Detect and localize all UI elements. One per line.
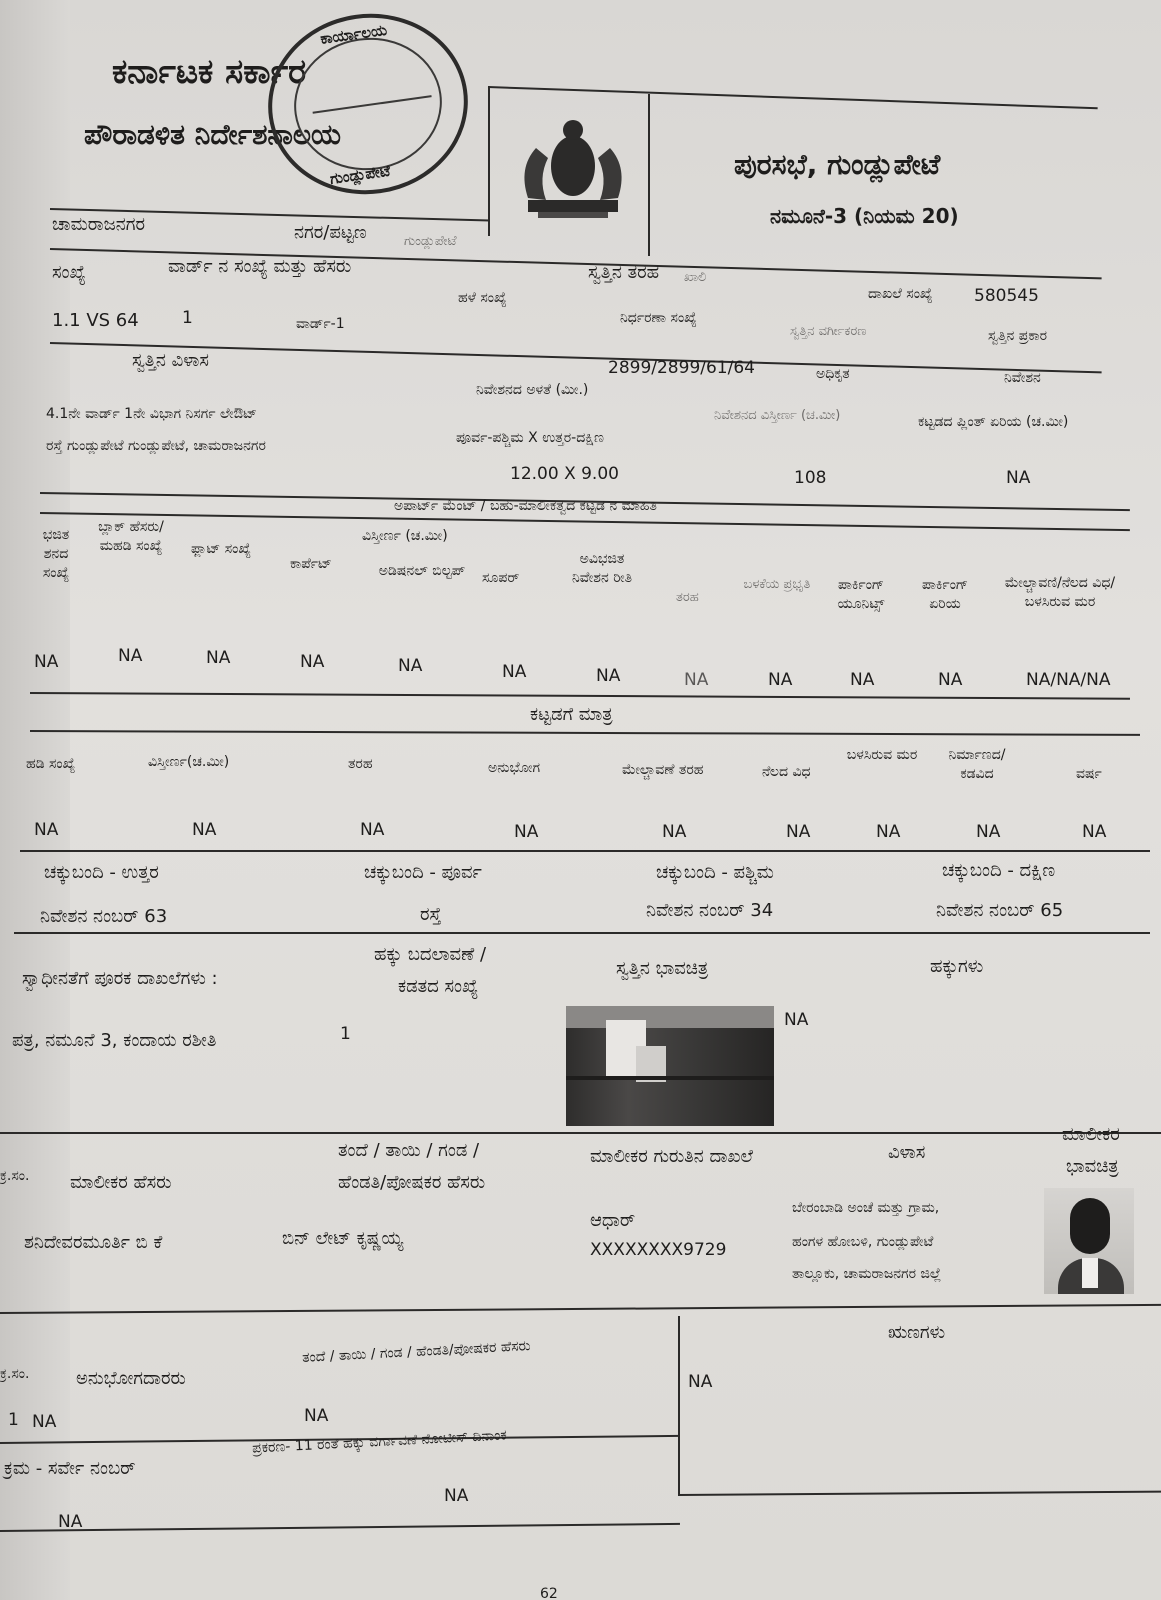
apt-col-4: ಅಡಿಷನಲ್ ಬಿಲ್ಟಪ್ bbox=[378, 563, 466, 579]
rights-change-label-1: ಹಕ್ಕು ಬದಲಾವಣೆ / bbox=[374, 944, 487, 965]
apt-val-3: NA bbox=[300, 652, 325, 672]
bld-col-6: ಬಳಸಿರುವ ಮರ bbox=[846, 747, 918, 763]
apt-val-7: NA bbox=[684, 670, 709, 690]
office-seal bbox=[256, 1, 479, 207]
owner-relation: ಬಿನ್ ಲೇಟ್ ಕೃಷ್ಣಯ್ಯ bbox=[282, 1228, 404, 1249]
occupant-sl: 1 bbox=[8, 1410, 19, 1430]
apt-val-0: NA bbox=[34, 652, 59, 672]
ward-number: 1 bbox=[182, 308, 193, 328]
apt-col-5: ಸೂಪರ್ bbox=[482, 570, 520, 586]
owner-address-label: ವಿಳಾಸ bbox=[888, 1142, 926, 1163]
owner-name: ಶನಿದೇವರಮೂರ್ತಿ ಬಿ ಕೆ bbox=[24, 1232, 163, 1253]
owner-address-line-1: ಬೇರಂಬಾಡಿ ಅಂಚೆ ಮತ್ತು ಗ್ರಾಮ, bbox=[792, 1200, 940, 1216]
bld-col-1: ವಿಸ್ತೀರ್ಣ(ಚ.ಮೀ) bbox=[148, 754, 230, 770]
bld-val-4: NA bbox=[662, 822, 687, 842]
classification-value: ಅಧಿಕೃತ bbox=[816, 366, 850, 382]
page-edge bbox=[0, 0, 70, 1600]
ward-label: ವಾರ್ಡ್ ನ ಸಂಖ್ಯೆ ಮತ್ತು ಹೆಸರು bbox=[168, 256, 352, 277]
survey-no-label: ಕ್ರಮ - ಸರ್ವೇ ನಂಬರ್ bbox=[4, 1458, 136, 1479]
bld-val-1: NA bbox=[192, 820, 217, 840]
apt-val-9: NA bbox=[850, 670, 875, 690]
loans-value: NA bbox=[688, 1372, 713, 1392]
bld-col-4: ಮೇಲ್ಚಾವಣೆ ತರಹ bbox=[622, 762, 704, 778]
assessment-no-label: ನಿರ್ಧರಣಾ ಸಂಖ್ಯೆ bbox=[620, 310, 697, 326]
municipality-title: ಪುರಸಭೆ, ಗುಂಡ್ಲುಪೇಟೆ bbox=[734, 148, 941, 181]
seal-top-text: ಕಾರ್ಯಾಲಯ bbox=[319, 20, 389, 48]
apartment-section-title: ಅಪಾರ್ಟ್ ಮೆಂಟ್ / ಬಹು-ಮಾಲೀಕತ್ವದ ಕಟ್ಟಡ ನ ಮಾಹಿತಿ bbox=[394, 498, 657, 514]
bld-val-2: NA bbox=[360, 820, 385, 840]
apt-val-6: NA bbox=[596, 666, 621, 686]
boundary-west-label: ಚಕ್ಕುಬಂದಿ - ಪಶ್ಚಿಮ bbox=[656, 862, 774, 883]
occupant-label: ಅನುಭೋಗದಾರರು bbox=[76, 1368, 186, 1389]
owner-address-line-2: ಹಂಗಳ ಹೋಬಳಿ, ಗುಂಡ್ಲುಪೇಟೆ bbox=[792, 1234, 934, 1250]
apt-val-1: NA bbox=[118, 646, 143, 666]
bld-val-7: NA bbox=[976, 822, 1001, 842]
assessment-no-value: 2899/2899/61/64 bbox=[608, 358, 755, 378]
old-no-label: ಹಳೆ ಸಂಖ್ಯೆ bbox=[458, 290, 507, 306]
property-kind-value: ನಿವೇಶನ bbox=[1004, 370, 1041, 386]
supporting-docs-value: ಪತ್ರ, ನಮೂನೆ 3, ಕಂದಾಯ ರಶೀತಿ bbox=[12, 1030, 217, 1051]
transfer-notice-value: NA bbox=[444, 1486, 469, 1506]
loans-label: ಋಣಗಳು bbox=[888, 1322, 946, 1343]
apt-val-5: NA bbox=[502, 662, 527, 682]
area-group-label: ವಿಸ್ತೀರ್ಣ (ಚ.ಮೀ) bbox=[362, 528, 448, 544]
owner-photo-label-2: ಭಾವಚಿತ್ರ bbox=[1066, 1156, 1119, 1177]
owner-relation-label-1: ತಂದೆ / ತಾಯಿ / ಗಂಡ / bbox=[338, 1140, 480, 1161]
address-label: ಸ್ವತ್ತಿನ ವಿಳಾಸ bbox=[132, 350, 209, 371]
apt-col-6: ಅವಿಭಜಿತ ನಿವೇಶನ ರೀತಿ bbox=[571, 551, 633, 586]
address-line-1: 4.1ನೇ ವಾರ್ಡ್ 1ನೇ ವಿಭಾಗ ನಿಸರ್ಗ ಲೇಔಟ್ bbox=[46, 406, 257, 422]
bld-val-5: NA bbox=[786, 822, 811, 842]
owner-id-label: ಮಾಲೀಕರ ಗುರುತಿನ ದಾಖಲೆ bbox=[590, 1146, 753, 1167]
plinth-area-value: NA bbox=[1006, 468, 1031, 488]
page-number: 62 bbox=[540, 1586, 558, 1600]
apt-col-3: ಕಾರ್ಪೆಟ್ bbox=[290, 556, 332, 572]
rights-label: ಹಕ್ಕುಗಳು bbox=[930, 956, 984, 977]
property-photo bbox=[566, 1006, 774, 1126]
bld-val-8: NA bbox=[1082, 822, 1107, 842]
dept-title: ಪೌರಾಡಳಿತ ನಿರ್ದೇಶನಾಲಯ bbox=[84, 118, 342, 151]
bld-col-2: ತರಹ bbox=[348, 756, 373, 772]
bld-val-0: NA bbox=[34, 820, 59, 840]
boundary-east: ರಸ್ತೆ bbox=[420, 904, 442, 925]
address-line-2: ರಸ್ತೆ ಗುಂಡ್ಲುಪೇಟೆ ಗುಂಡ್ಲುಪೇಟೆ, ಚಾಮರಾಜನಗರ bbox=[46, 438, 266, 454]
apt-col-0: ಭಜಿತ ಶನದ ಸಂಖ್ಯೆ bbox=[42, 527, 70, 581]
apt-col-9: ಪಾರ್ಕಿಂಗ್ ಯೂನಿಟ್ಸ್ bbox=[837, 577, 885, 612]
boundary-east-label: ಚಕ್ಕುಬಂದಿ - ಪೂರ್ವ bbox=[364, 862, 482, 883]
supporting-docs-label: ಸ್ವಾಧೀನತೆಗೆ ಪೂರಕ ದಾಖಲೆಗಳು : bbox=[22, 968, 218, 989]
property-type-label: ಸ್ವತ್ತಿನ ತರಹ bbox=[588, 262, 660, 283]
bld-col-3: ಅನುಭೋಗ bbox=[488, 760, 541, 776]
boundary-west: ನಿವೇಶನ ನಂಬರ್ 34 bbox=[646, 900, 774, 921]
apt-col-2: ಫ್ಲಾಟ್ ಸಂಖ್ಯೆ bbox=[190, 541, 252, 557]
owner-address-line-3: ತಾಲ್ಲೂಕು, ಚಾಮರಾಜನಗರ ಜಿಲ್ಲೆ bbox=[792, 1266, 942, 1282]
entry-no-label: ದಾಖಲೆ ಸಂಖ್ಯೆ bbox=[868, 286, 933, 302]
ward-name: ವಾರ್ಡ್-1 bbox=[296, 316, 345, 332]
bld-col-7: ನಿರ್ಮಾಣದ/ ಕಡವಿದ bbox=[948, 747, 1006, 782]
direction-label: ಪೂರ್ವ-ಪಶ್ಚಿಮ X ಉತ್ತರ-ದಕ್ಷಿಣ bbox=[456, 430, 604, 446]
bld-col-0: ಹಡಿ ಸಂಖ್ಯೆ bbox=[26, 756, 76, 772]
property-type-value: ಖಾಲಿ bbox=[684, 270, 707, 285]
site-area-value: 108 bbox=[794, 468, 827, 488]
property-id: 1.1 VS 64 bbox=[52, 310, 139, 331]
owner-relation-label-2: ಹೆಂಡತಿ/ಪೋಷಕರ ಹೆಸರು bbox=[338, 1172, 486, 1193]
transfer-notice-label: ಪ್ರಕರಣ- 11 ರಂತೆ ಹಕ್ಕು ವರ್ಗಾವಣೆ ನೋಟೀಸ್ ದಿನಾಂಕ bbox=[251, 1427, 508, 1457]
site-area-label: ನಿವೇಶನದ ವಿಸ್ತೀರ್ಣ (ಚ.ಮೀ) bbox=[714, 408, 841, 423]
bld-col-8: ವರ್ಷ bbox=[1076, 766, 1102, 782]
property-kind-label: ಸ್ವತ್ತಿನ ಪ್ರಕಾರ bbox=[988, 328, 1048, 344]
apt-val-4: NA bbox=[398, 656, 423, 676]
govt-title: ಕರ್ನಾಟಕ ಸರ್ಕಾರ bbox=[112, 52, 307, 92]
district-name: ಚಾಮರಾಜನಗರ bbox=[52, 214, 146, 235]
bld-col-5: ನೆಲದ ವಿಧ bbox=[762, 764, 811, 780]
owner-photo bbox=[1044, 1188, 1134, 1294]
survey-no-value: NA bbox=[58, 1512, 83, 1532]
owner-name-label: ಮಾಲೀಕರ ಹೆಸರು bbox=[70, 1172, 172, 1193]
property-photo-label: ಸ್ವತ್ತಿನ ಭಾವಚಿತ್ರ bbox=[616, 958, 709, 979]
state-emblem-icon bbox=[508, 108, 638, 226]
form-number: ನಮೂನೆ-3 (ನಿಯಮ 20) bbox=[770, 204, 959, 228]
apt-val-2: NA bbox=[206, 648, 231, 668]
apt-col-10: ಪಾರ್ಕಿಂಗ್ ಏರಿಯ bbox=[921, 577, 969, 612]
bld-val-6: NA bbox=[876, 822, 901, 842]
bld-val-3: NA bbox=[514, 822, 539, 842]
occupant-relation: NA bbox=[304, 1406, 329, 1426]
owner-photo-label-1: ಮಾಲೀಕರ bbox=[1062, 1124, 1120, 1145]
owner-sl-label: ಕ್ರ.ಸಂ. bbox=[0, 1168, 30, 1184]
occupant-relation-label: ತಂದೆ / ತಾಯಿ / ಗಂಡ / ಹೆಂಡತಿ/ಪೋಷಕರ ಹೆಸರು bbox=[301, 1338, 531, 1366]
boundary-south-label: ಚಕ್ಕುಬಂದಿ - ದಕ್ಷಿಣ bbox=[942, 860, 1056, 881]
site-dimension-label: ನಿವೇಶನದ ಅಳತೆ (ಮೀ.) bbox=[476, 382, 589, 398]
apt-col-8: ಬಳಕೆಯ ಪ್ರಭೃತಿ bbox=[743, 577, 811, 592]
rights-change-value: 1 bbox=[340, 1024, 351, 1044]
apt-col-7: ತರಹ bbox=[676, 590, 699, 605]
property-no-label: ಸಂಖ್ಯೆ bbox=[52, 262, 86, 283]
apt-col-11: ಮೇಲ್ಚಾವಣಿ/ನೆಲದ ವಿಧ/ಬಳಸಿರುವ ಮರ bbox=[1004, 575, 1116, 610]
apt-col-1: ಬ್ಲಾಕ್ ಹೆಸರು/ ಮಹಡಿ ಸಂಖ್ಯೆ bbox=[98, 519, 164, 554]
city-value: ಗುಂಡ್ಲುಪೇಟೆ bbox=[404, 234, 457, 249]
boundary-north-label: ಚಕ್ಕುಬಂದಿ - ಉತ್ತರ bbox=[44, 862, 159, 883]
occupant-sl-label: ಕ್ರ.ಸಂ. bbox=[0, 1366, 30, 1382]
plinth-area-label: ಕಟ್ಟಡದ ಪ್ಲಿಂತ್ ಏರಿಯ (ಚ.ಮೀ) bbox=[918, 414, 1069, 430]
owner-id-value: XXXXXXXX9729 bbox=[590, 1240, 727, 1260]
building-section-title: ಕಟ್ಟಡಗೆ ಮಾತ್ರ bbox=[530, 704, 613, 725]
entry-no-value: 580545 bbox=[974, 286, 1039, 306]
rights-value: NA bbox=[784, 1010, 809, 1030]
seal-bottom-text: ಗುಂಡ್ಲುಪೇಟೆ bbox=[328, 161, 392, 188]
boundary-north: ನಿವೇಶನ ನಂಬರ್ 63 bbox=[40, 906, 168, 927]
apt-val-10: NA bbox=[938, 670, 963, 690]
apt-val-11: NA/NA/NA bbox=[1026, 670, 1111, 690]
boundary-south: ನಿವೇಶನ ನಂಬರ್ 65 bbox=[936, 900, 1064, 921]
rights-change-label-2: ಕಡತದ ಸಂಖ್ಯೆ bbox=[398, 976, 479, 997]
dimension-value: 12.00 X 9.00 bbox=[510, 464, 619, 484]
city-label: ನಗರ/ಪಟ್ಟಣ bbox=[294, 222, 367, 243]
classification-label: ಸ್ವತ್ತಿನ ವರ್ಗೀಕರಣ bbox=[790, 324, 867, 339]
occupant-name: NA bbox=[32, 1412, 57, 1432]
owner-id-type: ಆಧಾರ್ bbox=[590, 1210, 636, 1231]
apt-val-8: NA bbox=[768, 670, 793, 690]
